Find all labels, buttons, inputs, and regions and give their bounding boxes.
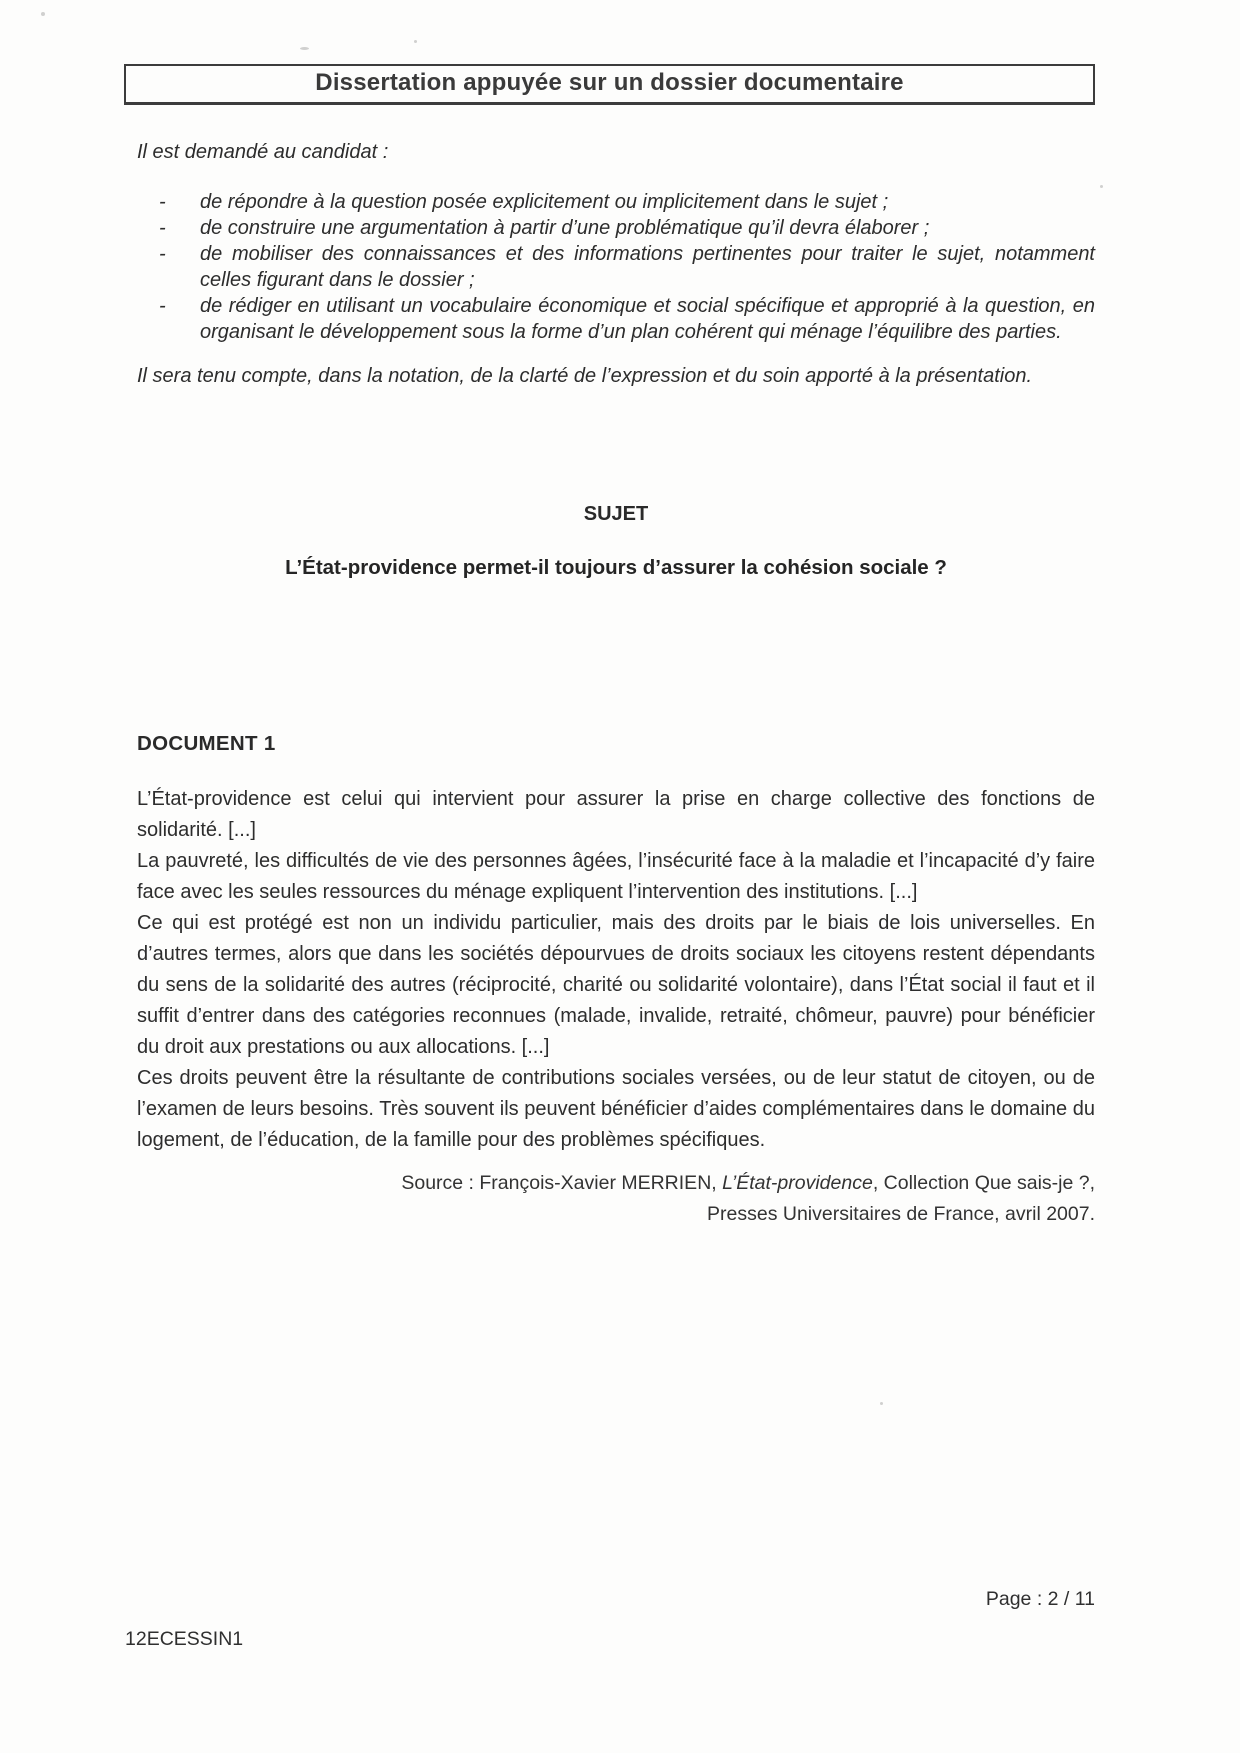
instruction-item <box>137 241 1095 293</box>
dash-bullet: - <box>159 191 166 213</box>
instruction-text: de rédiger en utilisant un vocabulaire économique et social spécifique et approprié à la question, en organisant le développement sous la forme d’un plan cohérent qui ménage l’équilibre des parties. <box>200 295 1095 343</box>
instruction-item <box>137 215 1095 241</box>
scan-speck <box>880 1402 883 1405</box>
source-middle: , Collection Que sais-je ?, <box>872 1172 1095 1194</box>
header-title-box <box>124 64 1095 105</box>
page-title: Dissertation appuyée sur un dossier documentaire <box>315 69 904 96</box>
source-prefix: Source : François-Xavier MERRIEN, <box>401 1172 723 1194</box>
instruction-item <box>137 293 1095 345</box>
source-book-title: L’État-providence <box>722 1172 873 1194</box>
document1-paragraph: La pauvreté, les difficultés de vie des personnes âgées, l’insécurité face à la maladie et l’incapacité d’y faire face avec les seules ressources du ménage expliquent l’intervention des institutions. [...] <box>137 850 1095 903</box>
scan-speck <box>1100 185 1103 188</box>
document1-body <box>137 784 1095 1156</box>
grading-note: Il sera tenu compte, dans la notation, de la clarté de l’expression et du soin apporté à la présentation. <box>137 365 1032 387</box>
document1-heading: DOCUMENT 1 <box>137 732 276 755</box>
dash-bullet: - <box>159 243 166 265</box>
subject-question: L’État-providence permet-il toujours d’assurer la cohésion sociale ? <box>285 556 947 579</box>
instructions-intro: Il est demandé au candidat : <box>137 141 389 163</box>
page-number: Page : 2 / 11 <box>985 1588 1095 1610</box>
instruction-text: de mobiliser des connaissances et des informations pertinentes pour traiter le sujet, notamment celles figurant dans le dossier ; <box>200 243 1095 291</box>
instructions-list <box>137 189 1095 345</box>
scan-speck <box>41 12 45 16</box>
subject-heading: SUJET <box>583 503 649 525</box>
document1-paragraph: Ce qui est protégé est non un individu particulier, mais des droits par le biais de lois universelles. En d’autres termes, alors que dans les sociétés dépourvues de droits sociaux les citoyens restent dépendants du sens de la solidarité des autres (réciprocité, charité ou solidarité volontaire), dans l’État social il faut et il suffit d’entrer dans des catégories reconnues (malade, invalide, retraité, chômeur, pauvre) pour bénéficier du droit aux prestations ou aux allocations. [...] <box>137 912 1095 1058</box>
document1-paragraph: Ces droits peuvent être la résultante de contributions sociales versées, ou de leur statut de citoyen, ou de l’examen de leurs besoins. Très souvent ils peuvent bénéficier d’aides complémentaires dans le domaine du logement, de l’éducation, de la famille pour des problèmes spécifiques. <box>137 1067 1095 1151</box>
document-code: 12ECESSIN1 <box>125 1628 244 1650</box>
dash-bullet: - <box>159 217 166 239</box>
instruction-item <box>137 189 1095 215</box>
source-line2: Presses Universitaires de France, avril 2007. <box>707 1203 1095 1225</box>
dash-bullet: - <box>159 295 166 317</box>
source-citation <box>137 1168 1095 1230</box>
instruction-text: de construire une argumentation à partir d’une problématique qu’il devra élaborer ; <box>200 217 930 239</box>
document1-paragraph: L’État-providence est celui qui intervient pour assurer la prise en charge collective des fonctions de solidarité. [...] <box>137 788 1095 841</box>
scan-speck <box>300 47 309 50</box>
instruction-text: de répondre à la question posée explicitement ou implicitement dans le sujet ; <box>200 191 889 213</box>
page-content <box>0 64 1240 1230</box>
scan-speck <box>414 40 417 43</box>
